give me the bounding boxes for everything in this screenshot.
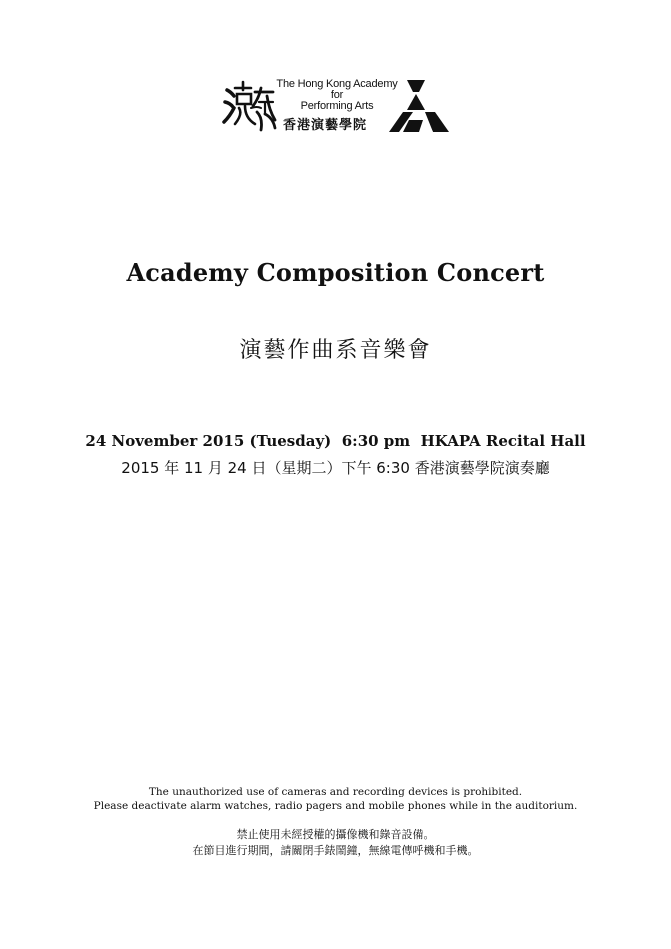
notice-english-line-1: The unauthorized use of cameras and recording devices is prohibited. — [148, 786, 523, 798]
calligraphy-emblem-icon — [221, 78, 279, 136]
academy-triangle-mark-icon — [389, 80, 449, 132]
academy-name-line-2: for — [330, 89, 344, 101]
event-date-english: 24 November 2015 (Tuesday) 6:30 pm HKAPA Recital Hall — [85, 432, 586, 450]
notice-english-line-2: Please deactivate alarm watches, radio pagers and mobile phones while in the auditorium. — [93, 800, 578, 812]
academy-name-line-3: Performing Arts — [300, 100, 374, 112]
notice-chinese — [0, 827, 671, 859]
notice-english — [0, 785, 671, 813]
academy-name-line-1: The Hong Kong Academy — [276, 78, 398, 90]
academy-logo — [221, 78, 451, 138]
notice-chinese-line-1: 禁止使用未經授權的攝像機和錄音設備。 — [236, 828, 435, 841]
concert-title-english: Academy Composition Concert — [126, 258, 545, 287]
event-date-chinese: 2015 年 11 月 24 日（星期二）下午 6:30 香港演藝學院演奏廳 — [121, 459, 550, 477]
academy-name-chinese: 香港演藝學院 — [283, 118, 368, 133]
notice-chinese-line-2: 在節目進行期間，請關閉手錶鬧鐘，無線電傳呼機和手機。 — [192, 844, 479, 857]
academy-name-english — [275, 79, 399, 112]
concert-title-chinese: 演藝作曲系音樂會 — [239, 338, 432, 363]
